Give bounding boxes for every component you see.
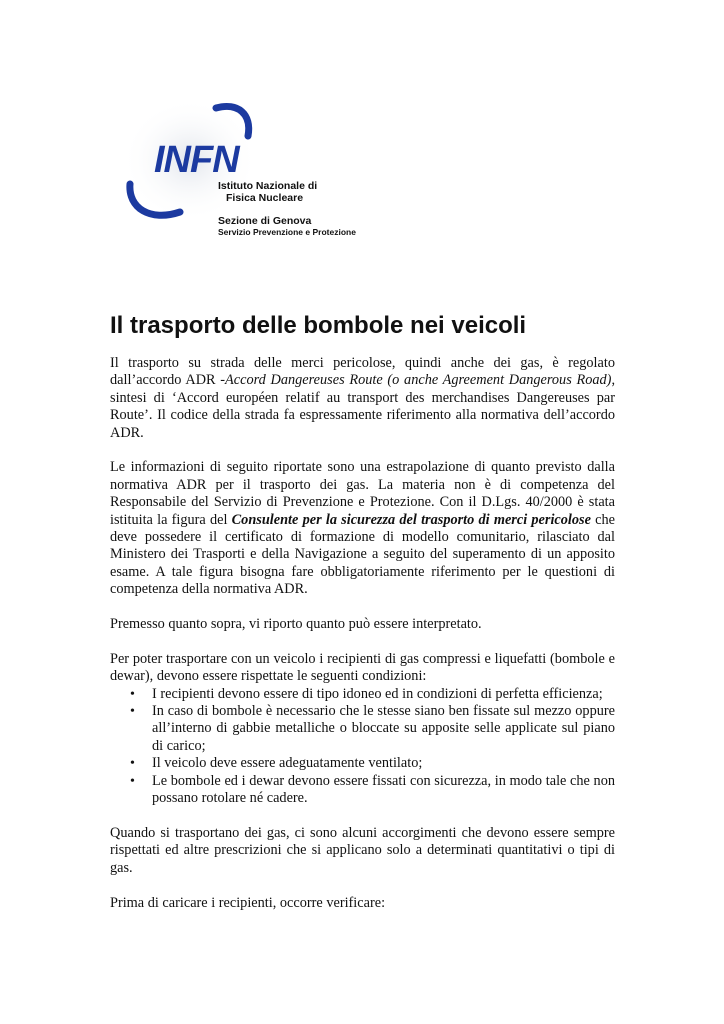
list-item-text: Le bombole ed i dewar devono essere fissati con sicurezza, in modo tale che non possano rotolare né cadere. — [152, 772, 615, 807]
text-run: , sintesi di ‘Accord européen relatif au transport des merchandises Dangereuses par Route’. Il codice della strada fa espressamente riferimento alla normativa dell’accordo ADR. — [110, 372, 616, 441]
text-run: Le informazioni di seguito riportate sono una estrapolazione di quanto previsto dalla normativa ADR per il trasporto dei gas. La materia non è di competenza del Responsabile del Servizio di Prevenzione e Protezione. Con il D.Lgs. 40/2000 è stata istituita la figura del — [110, 459, 615, 528]
page-title: Il trasporto delle bombole nei veicoli — [110, 312, 527, 339]
service-name: Servizio Prevenzione e Protezione — [218, 227, 356, 237]
list-item-text: Il veicolo deve essere adeguatamente ventilato; — [152, 755, 423, 772]
text-run: che deve possedere il certificato di formazione di modello comunitario, rilasciato dal Ministero dei Trasporti e della Navigazione a seguito del superamento di un apposito esame. A tale figura bisogna fare obbligatoriamente riferimento per le questioni di competenza della normativa ADR. — [110, 511, 615, 598]
bullet-icon: • — [130, 756, 135, 772]
list-item — [110, 773, 615, 808]
italic-run: Accord Dangereuses Route (o anche Agreement Dangerous Road) — [225, 372, 612, 389]
text-run: Il trasporto su strada delle merci pericolose, quindi anche dei gas, è regolato dall’accordo ADR - — [110, 355, 615, 389]
list-item — [110, 703, 615, 755]
bullet-icon: • — [130, 773, 135, 789]
list-item — [110, 686, 615, 703]
conditions-list — [110, 686, 615, 808]
institute-name-line2: Fisica Nucleare — [226, 192, 304, 204]
bold-italic-run: Consulente per la sicurezza del trasporto di merci pericolose — [231, 511, 591, 528]
section-name: Sezione di Genova — [218, 215, 312, 227]
institute-info — [218, 180, 356, 238]
list-item-text: I recipienti devono essere di tipo idoneo ed in condizioni di perfetta efficienza; — [152, 685, 603, 702]
document-body — [110, 355, 615, 929]
bullet-icon: • — [130, 686, 135, 702]
list-item — [110, 755, 615, 772]
list-item-text: In caso di bombole è necessario che le stesse siano ben fissate sul mezzo oppure all’interno di gabbie metalliche o bloccate su apposite selle applicate sul piano di carico; — [152, 703, 615, 754]
paragraph-condizioni: Per poter trasportare con un veicolo i recipienti di gas compressi e liquefatti (bombole e dewar), devono essere rispettate le seguenti condizioni: — [110, 650, 615, 685]
paragraph-adr-intro — [110, 355, 615, 442]
paragraph-consulente — [110, 459, 615, 598]
logo-word: INFN — [154, 139, 239, 181]
institute-name-line1: Istituto Nazionale di — [218, 180, 318, 192]
paragraph-verificare: Prima di caricare i recipienti, occorre verificare: — [110, 894, 386, 911]
infn-logo — [120, 92, 390, 242]
bullet-icon: • — [130, 704, 135, 720]
paragraph-accorgimenti: Quando si trasportano dei gas, ci sono alcuni accorgimenti che devono essere sempre rispettati ed altre prescrizioni che si applicano solo a determinati quantitativi o tipi di gas. — [110, 824, 615, 876]
paragraph-premesso: Premesso quanto sopra, vi riporto quanto può essere interpretato. — [110, 616, 482, 633]
